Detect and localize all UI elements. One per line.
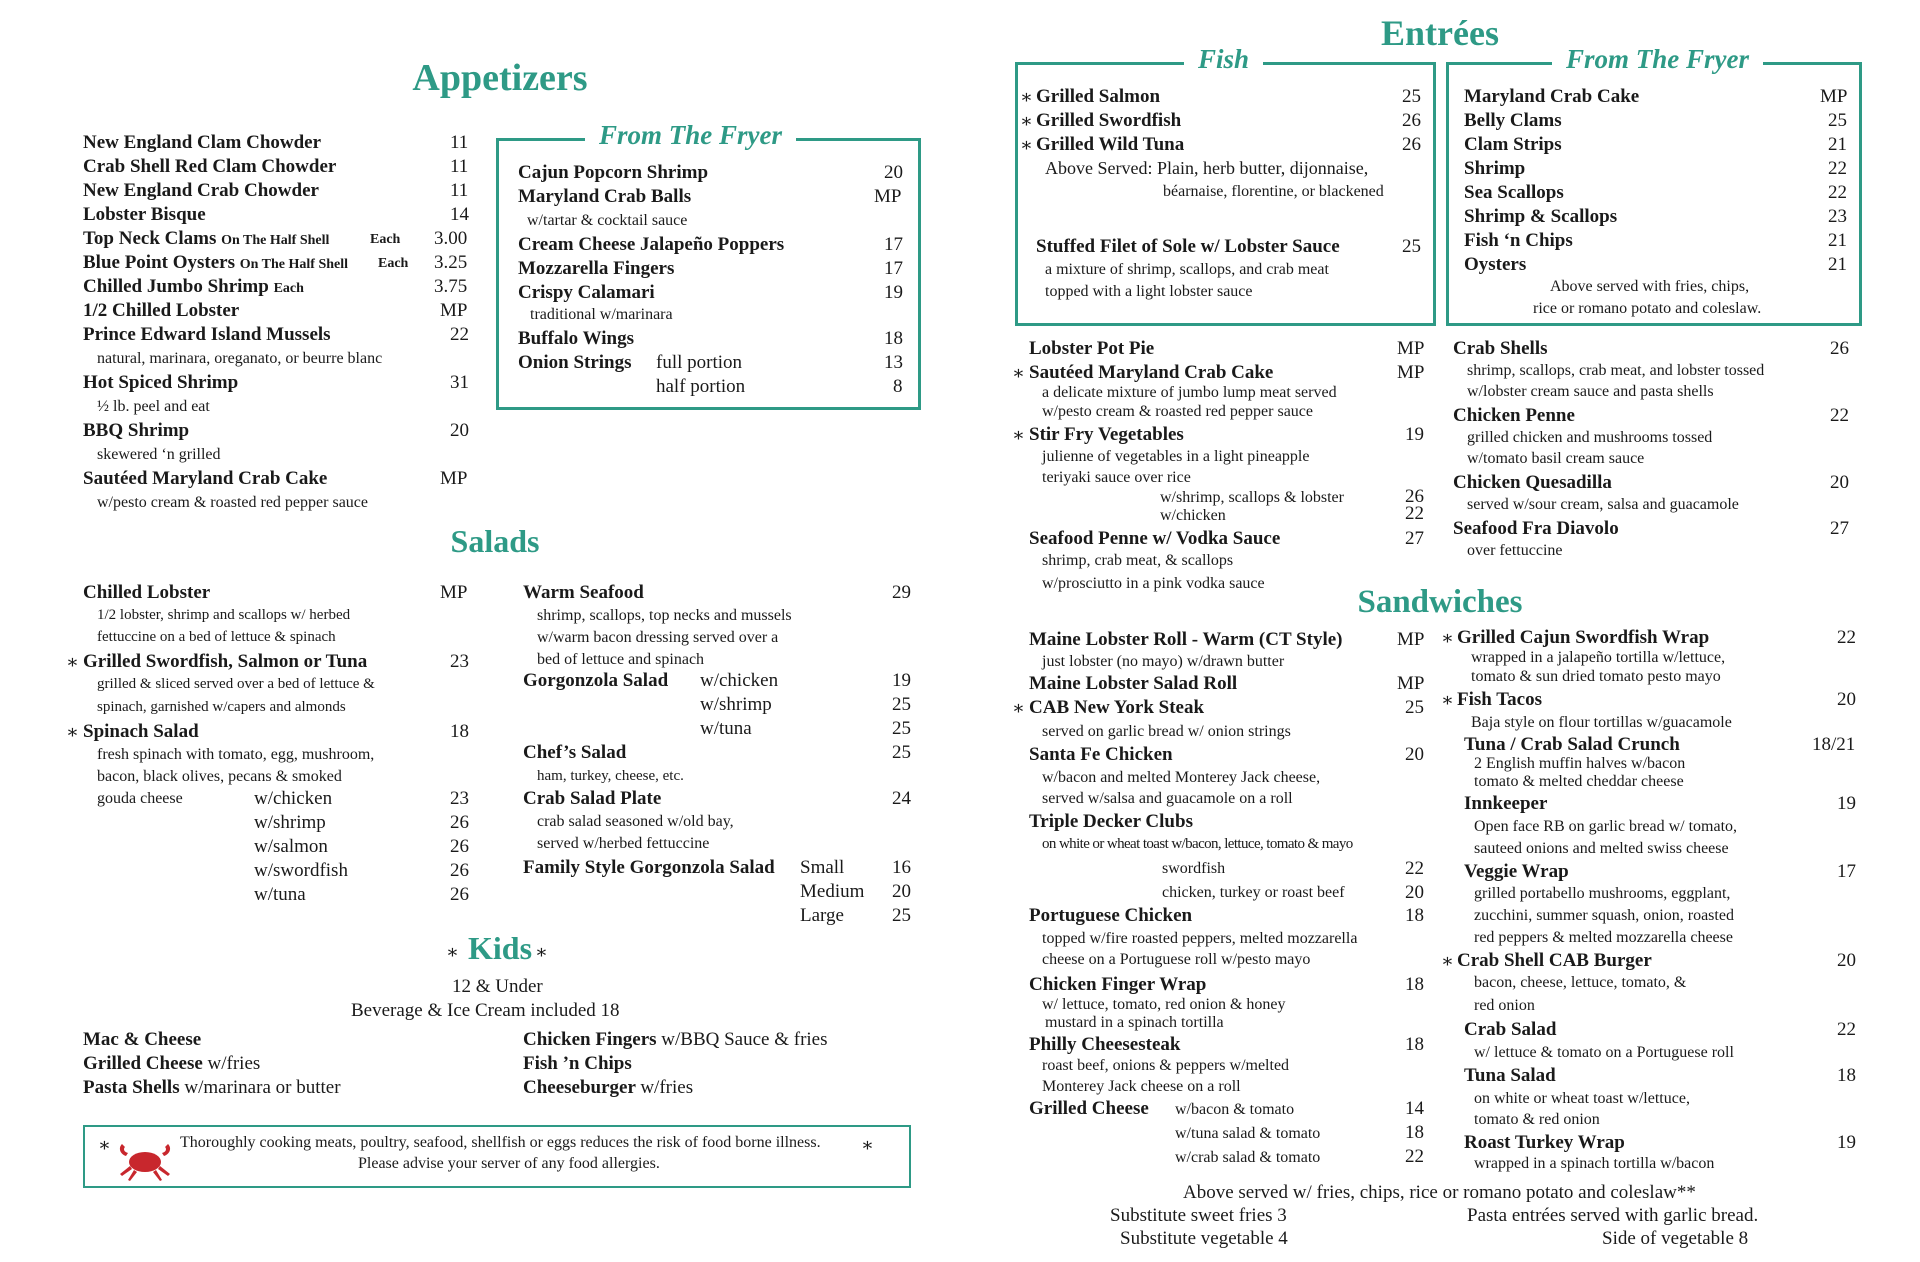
menu-item-price: 20 <box>1405 744 1424 765</box>
menu-item-name: Mac & Cheese <box>83 1029 202 1050</box>
menu-item-name: Innkeeper <box>1464 793 1548 814</box>
menu-item-price: 20 <box>884 162 903 183</box>
fryer-served-note: rice or romano potato and coleslaw. <box>1533 300 1762 317</box>
spicy-star: ∗ <box>1020 87 1033 108</box>
option-label: w/salmon <box>254 836 328 857</box>
footer-side-vegetable: Side of vegetable 8 <box>1602 1228 1749 1249</box>
item-note: On The Half Shell <box>239 257 349 272</box>
menu-item-price: MP <box>1397 338 1425 359</box>
size-price: 20 <box>892 881 911 902</box>
menu-item-price: 24 <box>892 788 911 809</box>
menu-item-price: 22 <box>1828 158 1847 179</box>
option-price: 22 <box>1405 858 1424 879</box>
menu-item-name: Belly Clams <box>1464 110 1562 131</box>
menu-item-desc: wrapped in a spinach tortilla w/bacon <box>1474 1155 1715 1172</box>
menu-item-name: Seafood Penne w/ Vodka Sauce <box>1029 528 1281 549</box>
menu-item-desc: w/lobster cream sauce and pasta shells <box>1467 383 1714 400</box>
menu-item-desc: w/bacon and melted Monterey Jack cheese, <box>1042 769 1321 786</box>
item-name-text: Chilled Jumbo Shrimp <box>83 276 269 297</box>
menu-item-desc: w/prosciutto in a pink vodka sauce <box>1042 575 1265 592</box>
menu-item-desc: bacon, black olives, pecans & smoked <box>97 768 342 785</box>
menu-item-desc: crab salad seasoned w/old bay, <box>537 813 734 830</box>
menu-item-name: Stuffed Filet of Sole w/ Lobster Sauce <box>1036 236 1340 257</box>
option-price: 22 <box>1405 503 1424 524</box>
menu-item-name: 1/2 Chilled Lobster <box>83 300 240 321</box>
menu-item-price: 26 <box>1402 110 1421 131</box>
menu-item-name <box>83 1053 260 1075</box>
menu-item-name <box>83 252 348 274</box>
option-label: w/shrimp, scallops & lobster <box>1160 489 1344 506</box>
menu-item-price: 3.75 <box>434 276 468 297</box>
menu-item-name: Chilled Lobster <box>83 582 211 603</box>
spicy-star: ∗ <box>1020 111 1033 132</box>
menu-item-desc: grilled & sliced served over a bed of lettuce & <box>97 676 375 692</box>
option-price: 18 <box>1405 1122 1424 1143</box>
size-label: Medium <box>800 881 865 902</box>
option-price: 22 <box>1405 1146 1424 1167</box>
menu-item-name <box>83 276 304 298</box>
menu-item-price: 27 <box>1830 518 1849 539</box>
menu-item-price: 22 <box>1837 1019 1856 1040</box>
menu-item-price: 25 <box>1402 86 1421 107</box>
menu-item-price: 25 <box>1828 110 1847 131</box>
menu-item-price: 19 <box>1837 793 1856 814</box>
spicy-star: ∗ <box>1441 951 1454 972</box>
option-label: w/tuna <box>700 718 752 739</box>
menu-item-price: MP <box>440 300 468 321</box>
kids-star: ∗ <box>446 942 459 963</box>
menu-item-desc: cheese on a Portuguese roll w/pesto mayo <box>1042 951 1311 968</box>
menu-item-name: Warm Seafood <box>523 582 644 603</box>
menu-item-desc: w/pesto cream & roasted red pepper sauce <box>1042 403 1313 420</box>
menu-item-price: 18 <box>884 328 903 349</box>
menu-item-price: 18 <box>1405 905 1424 926</box>
option-label: w/bacon & tomato <box>1175 1101 1295 1118</box>
sandwiches-heading: Sandwiches <box>1357 584 1523 620</box>
menu-item-name: Grilled Wild Tuna <box>1036 134 1185 155</box>
spicy-star: ∗ <box>1441 628 1454 649</box>
notice-line-1: Thoroughly cooking meats, poultry, seafood, shellfish or eggs reduces the risk of food borne illness. <box>180 1134 821 1151</box>
menu-item-name: Maine Lobster Roll - Warm (CT Style) <box>1029 629 1343 650</box>
menu-item-name: Family Style Gorgonzola Salad <box>523 857 775 878</box>
item-name-text: Chicken Fingers <box>523 1029 657 1050</box>
footer-served-note: Above served w/ fries, chips, rice or romano potato and coleslaw** <box>1183 1182 1696 1203</box>
kids-age: 12 & Under <box>452 976 543 997</box>
menu-item-name: Veggie Wrap <box>1464 861 1569 882</box>
menu-item-price: MP <box>440 468 468 489</box>
menu-item-name: Tuna / Crab Salad Crunch <box>1464 734 1680 755</box>
option-label: w/swordfish <box>254 860 348 881</box>
notice-star: ∗ <box>861 1135 874 1156</box>
menu-item-name: Shrimp & Scallops <box>1464 206 1618 227</box>
menu-item-price: 22 <box>1837 627 1856 648</box>
menu-item-desc: zucchini, summer squash, onion, roasted <box>1474 907 1734 924</box>
menu-item-desc: Baja style on flour tortillas w/guacamole <box>1471 714 1732 731</box>
item-name-text: Cheeseburger <box>523 1077 636 1098</box>
menu-item-price: 25 <box>892 742 911 763</box>
menu-item-name: Fish ’n Chips <box>523 1053 632 1074</box>
menu-item-name: Hot Spiced Shrimp <box>83 372 239 393</box>
menu-item-name: Buffalo Wings <box>518 328 634 349</box>
menu-item-name: Chicken Penne <box>1453 405 1575 426</box>
menu-item-price: 21 <box>1828 134 1847 155</box>
item-note: On The Half Shell <box>221 233 330 248</box>
menu-item-desc: bacon, cheese, lettuce, tomato, & <box>1474 974 1687 991</box>
menu-item-price: 19 <box>1405 424 1424 445</box>
option-price: 26 <box>450 812 469 833</box>
menu-item-name: Crab Salad <box>1464 1019 1557 1040</box>
menu-item-price: 21 <box>1828 230 1847 251</box>
menu-item-price: 29 <box>892 582 911 603</box>
size-price: 25 <box>892 905 911 926</box>
option-label: chicken, turkey or roast beef <box>1162 884 1345 901</box>
menu-item-price: 19 <box>884 282 903 303</box>
menu-item-desc: just lobster (no mayo) w/drawn butter <box>1042 653 1285 670</box>
menu-item-price: 25 <box>1402 236 1421 257</box>
menu-item-price: 17 <box>884 234 903 255</box>
menu-item-name: Chef’s Salad <box>523 742 627 763</box>
menu-item-desc: red peppers & melted mozzarella cheese <box>1474 929 1733 946</box>
menu-item-desc: grilled portabello mushrooms, eggplant, <box>1474 885 1731 902</box>
each-label: Each <box>370 232 401 247</box>
menu-item-price: 23 <box>1828 206 1847 227</box>
menu-item-price: 3.00 <box>434 228 468 249</box>
menu-item-name: Spinach Salad <box>83 721 199 742</box>
option-label: w/shrimp <box>700 694 772 715</box>
menu-item-price: MP <box>440 582 468 603</box>
option-price: 20 <box>1405 882 1424 903</box>
menu-item-price: 22 <box>1828 182 1847 203</box>
menu-item-name: Crispy Calamari <box>518 282 655 303</box>
menu-item-name <box>83 228 329 250</box>
menu-item-price: 19 <box>1837 1132 1856 1153</box>
menu-item-name: Prince Edward Island Mussels <box>83 324 331 345</box>
item-name-text: Pasta Shells <box>83 1077 180 1098</box>
menu-item-desc: gouda cheese <box>97 790 183 807</box>
option-label: w/chicken <box>1160 507 1226 524</box>
menu-item-desc: 2 English muffin halves w/bacon <box>1474 755 1686 772</box>
item-name-text: Blue Point Oysters <box>83 252 235 273</box>
menu-item-desc: ham, turkey, cheese, etc. <box>537 768 684 784</box>
appetizer-fryer-heading: From The Fryer <box>585 120 796 151</box>
size-label: Small <box>800 857 845 878</box>
kids-heading: Kids <box>467 930 533 966</box>
menu-item-desc: red onion <box>1474 997 1535 1014</box>
menu-item-name: Grilled Salmon <box>1036 86 1161 107</box>
crab-icon <box>116 1138 174 1182</box>
menu-item-price: 13 <box>884 352 903 373</box>
item-name-text: Grilled Cheese <box>83 1053 203 1074</box>
menu-item-desc: w/pesto cream & roasted red pepper sauce <box>97 494 368 511</box>
option-price: 26 <box>450 884 469 905</box>
menu-item-name: Crab Shell CAB Burger <box>1457 950 1652 971</box>
menu-item-name: Sea Scallops <box>1464 182 1564 203</box>
menu-item-price: 18 <box>450 721 469 742</box>
menu-item-name <box>523 1077 693 1099</box>
spicy-star: ∗ <box>66 722 79 743</box>
menu-item-name: Philly Cheesesteak <box>1029 1034 1181 1055</box>
menu-item-name: Grilled Swordfish <box>1036 110 1182 131</box>
option-price: 14 <box>1405 1098 1424 1119</box>
size-price: 16 <box>892 857 911 878</box>
portion-label: half portion <box>656 376 746 397</box>
each-label: Each <box>378 256 409 271</box>
option-price: 19 <box>892 670 911 691</box>
menu-item-desc: shrimp, scallops, top necks and mussels <box>537 607 792 624</box>
menu-item-desc: w/warm bacon dressing served over a <box>537 629 779 646</box>
menu-item-price: MP <box>874 186 902 207</box>
item-note: w/marinara or butter <box>184 1077 341 1098</box>
menu-item-name: Sautéed Maryland Crab Cake <box>1029 362 1274 383</box>
menu-item-desc: w/ lettuce, tomato, red onion & honey <box>1042 996 1286 1013</box>
option-label: w/chicken <box>254 788 333 809</box>
footer-vegetable-sub: Substitute vegetable 4 <box>1120 1228 1288 1249</box>
menu-item-name: New England Crab Chowder <box>83 180 319 201</box>
option-price: 23 <box>450 788 469 809</box>
item-name-text: Top Neck Clams <box>83 228 217 249</box>
menu-item-name: Gorgonzola Salad <box>523 670 669 691</box>
menu-item-name: BBQ Shrimp <box>83 420 190 441</box>
menu-item-price: 27 <box>1405 528 1424 549</box>
option-label: w/tuna <box>254 884 306 905</box>
menu-item-desc: on white or wheat toast w/lettuce, <box>1474 1090 1690 1107</box>
menu-item-name: Roast Turkey Wrap <box>1464 1132 1625 1153</box>
menu-item-desc: shrimp, crab meat, & scallops <box>1042 552 1234 569</box>
menu-item-desc: shrimp, scallops, crab meat, and lobster tossed <box>1467 362 1765 379</box>
menu-item-name: Mozzarella Fingers <box>518 258 675 279</box>
menu-item-price: 11 <box>450 156 469 177</box>
item-note: w/fries <box>640 1077 694 1098</box>
fish-heading: Fish <box>1184 44 1263 75</box>
notice-line-2: Please advise your server of any food allergies. <box>358 1155 660 1172</box>
menu-item-price: 20 <box>1830 472 1849 493</box>
menu-item-desc: w/tomato basil cream sauce <box>1467 450 1645 467</box>
fryer-served-note: Above served with fries, chips, <box>1550 278 1750 295</box>
footer-sweet-fries: Substitute sweet fries 3 <box>1110 1205 1287 1226</box>
menu-item-name: Grilled Cheese <box>1029 1098 1149 1119</box>
menu-item-desc: sauteed onions and melted swiss cheese <box>1474 840 1729 857</box>
menu-item-desc: served w/herbed fettuccine <box>537 835 710 852</box>
menu-item-name: Grilled Swordfish, Salmon or Tuna <box>83 651 368 672</box>
menu-item-name: Chicken Finger Wrap <box>1029 974 1207 995</box>
menu-item-price: 17 <box>884 258 903 279</box>
kids-beverage: Beverage & Ice Cream included 18 <box>351 1000 620 1021</box>
menu-item-price: 26 <box>1402 134 1421 155</box>
menu-item-price: 18 <box>1405 1034 1424 1055</box>
portion-label: full portion <box>656 352 743 373</box>
notice-star: ∗ <box>98 1135 111 1156</box>
menu-item-desc: spinach, garnished w/capers and almonds <box>97 699 346 715</box>
menu-item-name: Santa Fe Chicken <box>1029 744 1173 765</box>
spicy-star: ∗ <box>1441 690 1454 711</box>
menu-item-name: Stir Fry Vegetables <box>1029 424 1184 445</box>
item-note: w/fries <box>207 1053 261 1074</box>
menu-item-name: Triple Decker Clubs <box>1029 811 1193 832</box>
menu-item-price: 26 <box>1830 338 1849 359</box>
appetizers-heading: Appetizers <box>412 57 588 99</box>
spicy-star: ∗ <box>66 652 79 673</box>
menu-item-desc: topped with a light lobster sauce <box>1045 283 1253 300</box>
menu-item-name: Maryland Crab Cake <box>1464 86 1640 107</box>
menu-item-name: Grilled Cajun Swordfish Wrap <box>1457 627 1710 648</box>
menu-item-desc: ½ lb. peel and eat <box>97 398 210 415</box>
menu-item-name: CAB New York Steak <box>1029 697 1205 718</box>
option-price: 26 <box>1405 486 1424 507</box>
menu-item-price: 3.25 <box>434 252 468 273</box>
menu-item-desc: grilled chicken and mushrooms tossed <box>1467 429 1713 446</box>
menu-item-desc: bed of lettuce and spinach <box>537 651 705 668</box>
menu-item-desc: over fettuccine <box>1467 542 1563 559</box>
size-label: Large <box>800 905 844 926</box>
fish-served-note: béarnaise, florentine, or blackened <box>1163 183 1384 200</box>
menu-item-desc: topped w/fire roasted peppers, melted mozzarella <box>1042 930 1358 947</box>
menu-item-price: 14 <box>450 204 469 225</box>
menu-item-desc: Open face RB on garlic bread w/ tomato, <box>1474 818 1738 835</box>
menu-item-desc: fettuccine on a bed of lettuce & spinach <box>97 629 336 645</box>
menu-item-price: 20 <box>450 420 469 441</box>
menu-item-price: MP <box>1397 673 1425 694</box>
menu-item-name: Fish ‘n Chips <box>1464 230 1573 251</box>
menu-item-price: MP <box>1820 86 1848 107</box>
spicy-star: ∗ <box>1012 425 1025 446</box>
menu-item-desc: served on garlic bread w/ onion strings <box>1042 723 1291 740</box>
menu-item-desc: wrapped in a jalapeño tortilla w/lettuce, <box>1471 649 1726 666</box>
entrees-heading: Entrées <box>1381 13 1499 53</box>
footer-garlic-bread: Pasta entrées served with garlic bread. <box>1467 1205 1759 1226</box>
menu-item-desc: served w/salsa and guacamole on a roll <box>1042 790 1293 807</box>
menu-item-name: Onion Strings <box>518 352 632 373</box>
menu-item-desc: roast beef, onions & peppers w/melted <box>1042 1057 1290 1074</box>
fish-served-note: Above Served: Plain, herb butter, dijonnaise, <box>1045 158 1369 178</box>
menu-item-price: 18 <box>1405 974 1424 995</box>
menu-item-name: Oysters <box>1464 254 1527 275</box>
menu-item-price: 22 <box>1830 405 1849 426</box>
option-price: 25 <box>892 694 911 715</box>
menu-item-price: MP <box>1397 629 1425 650</box>
item-note: w/BBQ Sauce & fries <box>661 1029 828 1050</box>
menu-item-name: Chicken Quesadilla <box>1453 472 1612 493</box>
menu-item-desc: fresh spinach with tomato, egg, mushroom, <box>97 746 375 763</box>
menu-item-name: Crab Salad Plate <box>523 788 662 809</box>
menu-item-desc: traditional w/marinara <box>530 306 673 323</box>
menu-item-name: Clam Strips <box>1464 134 1562 155</box>
menu-item-name: Lobster Pot Pie <box>1029 338 1155 359</box>
menu-item-desc: julienne of vegetables in a light pineapple <box>1042 448 1310 465</box>
menu-item-desc: tomato & red onion <box>1474 1111 1600 1128</box>
menu-item-name: Sautéed Maryland Crab Cake <box>83 468 328 489</box>
menu-item-price: 20 <box>1837 950 1856 971</box>
option-label: w/crab salad & tomato <box>1175 1149 1321 1166</box>
menu-item-price: 18 <box>1837 1065 1856 1086</box>
menu-item-desc: a delicate mixture of jumbo lump meat served <box>1042 384 1337 401</box>
menu-item-name: Fish Tacos <box>1457 689 1543 710</box>
menu-item-desc: tomato & melted cheddar cheese <box>1474 773 1684 790</box>
menu-item-desc: served w/sour cream, salsa and guacamole <box>1467 496 1739 513</box>
option-label: w/chicken <box>700 670 779 691</box>
spicy-star: ∗ <box>1020 135 1033 156</box>
menu-item-name <box>523 1029 828 1051</box>
menu-item-name: Maryland Crab Balls <box>518 186 692 207</box>
menu-item-desc: w/tartar & cocktail sauce <box>527 212 688 229</box>
each-label: Each <box>273 281 304 296</box>
menu-item-desc: a mixture of shrimp, scallops, and crab meat <box>1045 261 1329 278</box>
menu-item-price: 11 <box>450 180 469 201</box>
menu-item-desc: on white or wheat toast w/bacon, lettuce, tomato & mayo <box>1042 836 1353 852</box>
menu-item-price: MP <box>1397 362 1425 383</box>
menu-item-name: Lobster Bisque <box>83 204 206 225</box>
spicy-star: ∗ <box>1012 698 1025 719</box>
menu-item-desc: teriyaki sauce over rice <box>1042 469 1191 486</box>
menu-item-price: 22 <box>450 324 469 345</box>
menu-item-price: 21 <box>1828 254 1847 275</box>
menu-item-desc: skewered ‘n grilled <box>97 446 221 463</box>
menu-item-name: Seafood Fra Diavolo <box>1453 518 1619 539</box>
menu-item-price: 23 <box>450 651 469 672</box>
option-label: w/shrimp <box>254 812 326 833</box>
menu-item-name: New England Clam Chowder <box>83 132 322 153</box>
menu-item-desc: tomato & sun dried tomato pesto mayo <box>1471 668 1721 685</box>
salads-heading: Salads <box>450 523 540 559</box>
option-label: swordfish <box>1162 860 1226 877</box>
kids-star: ∗ <box>535 942 548 963</box>
menu-item-desc: Monterey Jack cheese on a roll <box>1042 1078 1241 1095</box>
option-label: w/tuna salad & tomato <box>1175 1125 1321 1142</box>
menu-item-name: Crab Shell Red Clam Chowder <box>83 156 337 177</box>
menu-item-name <box>83 1077 341 1099</box>
menu-item-name: Shrimp <box>1464 158 1526 179</box>
option-price: 26 <box>450 836 469 857</box>
menu-item-desc: w/ lettuce & tomato on a Portuguese roll <box>1474 1044 1734 1061</box>
menu-item-price: 25 <box>1405 697 1424 718</box>
menu-item-name: Portuguese Chicken <box>1029 905 1193 926</box>
option-price: 25 <box>892 718 911 739</box>
menu-item-desc: 1/2 lobster, shrimp and scallops w/ herbed <box>97 607 351 623</box>
menu-item-price: 18/21 <box>1812 734 1856 755</box>
menu-item-price: 20 <box>1837 689 1856 710</box>
menu-item-price: 8 <box>893 376 903 397</box>
menu-item-name: Crab Shells <box>1453 338 1548 359</box>
menu-item-name: Cream Cheese Jalapeño Poppers <box>518 234 785 255</box>
menu-item-name: Tuna Salad <box>1464 1065 1556 1086</box>
menu-item-price: 11 <box>450 132 469 153</box>
menu-item-desc: mustard in a spinach tortilla <box>1045 1014 1224 1031</box>
menu-item-price: 31 <box>450 372 469 393</box>
spicy-star: ∗ <box>1012 363 1025 384</box>
menu-item-desc: natural, marinara, oreganato, or beurre blanc <box>97 350 383 367</box>
menu-item-price: 17 <box>1837 861 1856 882</box>
option-price: 26 <box>450 860 469 881</box>
entree-fryer-heading: From The Fryer <box>1552 44 1763 75</box>
menu-item-name: Cajun Popcorn Shrimp <box>518 162 709 183</box>
menu-item-name: Maine Lobster Salad Roll <box>1029 673 1238 694</box>
